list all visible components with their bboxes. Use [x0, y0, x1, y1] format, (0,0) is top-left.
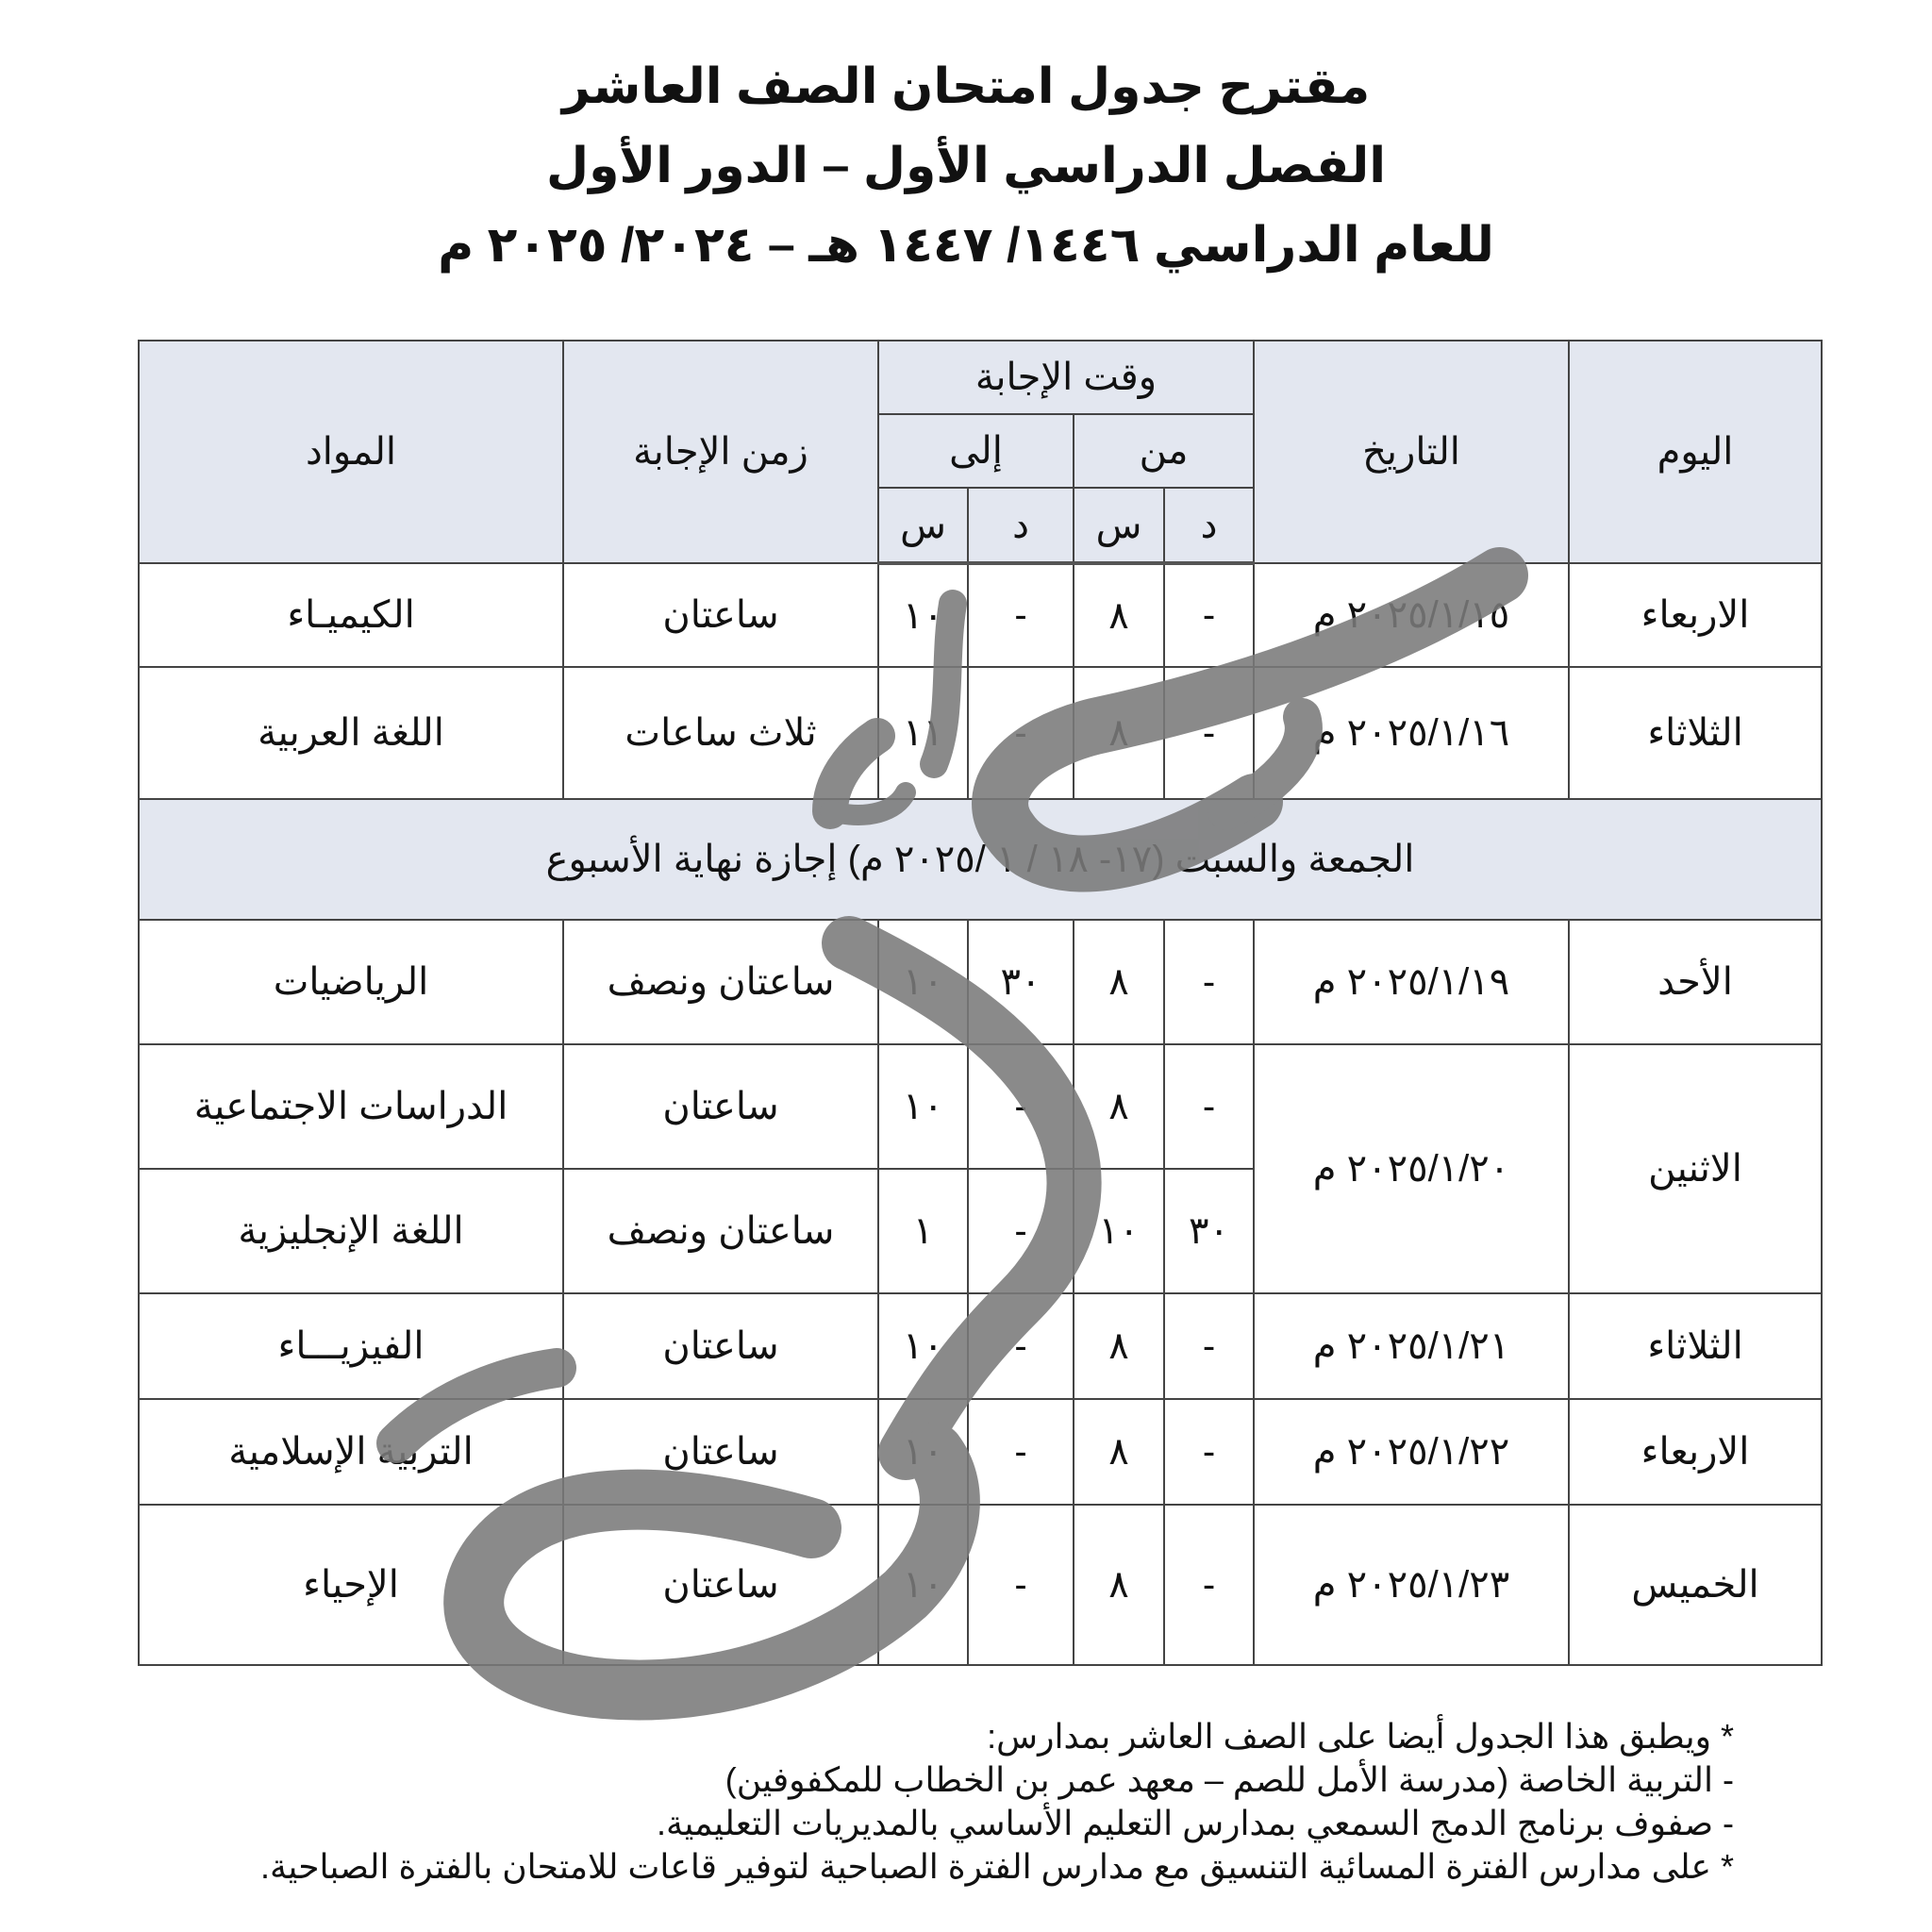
document-title — [0, 47, 1932, 285]
table-row — [139, 1044, 1822, 1169]
cell-duration: ساعتان — [563, 1505, 878, 1665]
cell-day: الخميس — [1569, 1505, 1822, 1665]
cell-to-hour: ١٠ — [878, 1399, 968, 1505]
cell-to-hour: ١٠ — [878, 563, 968, 667]
cell-to-hour: ١٠ — [878, 1044, 968, 1169]
cell-day: الاربعاء — [1569, 563, 1822, 667]
note-line: - التربية الخاصة (مدرسة الأمل للصم – معهد عمر بن الخطاب للمكفوفين) — [724, 1760, 1734, 1799]
cell-date: ٢٠٢٥/١/١٦ م — [1254, 667, 1569, 799]
cell-day: الاربعاء — [1569, 1399, 1822, 1505]
table-row — [139, 563, 1822, 667]
cell-from-hour: ١٠ — [1074, 1169, 1164, 1293]
cell-to-hour: ١٠ — [878, 920, 968, 1044]
note-line: - صفوف برنامج الدمج السمعي بمدارس التعليم الأساسي بالمديريات التعليمية. — [657, 1804, 1734, 1842]
table-row — [139, 667, 1822, 799]
cell-subject: الدراسات الاجتماعية — [139, 1044, 563, 1169]
cell-subject: الإحياء — [139, 1505, 563, 1665]
holiday-note: الجمعة والسبت (١٧- ١٨ / ١ /٢٠٢٥ م) إجازة نهاية الأسبوع — [139, 799, 1822, 920]
cell-subject: اللغة الإنجليزية — [139, 1169, 563, 1293]
cell-from-minute: - — [1164, 1399, 1254, 1505]
cell-to-minute: - — [968, 1169, 1074, 1293]
cell-from-hour: ٨ — [1074, 667, 1164, 799]
cell-duration: ساعتان ونصف — [563, 1169, 878, 1293]
note-line: * ويطبق هذا الجدول أيضا على الصف العاشر بمدارس: — [987, 1717, 1734, 1756]
cell-to-minute: - — [968, 563, 1074, 667]
cell-subject: الكيميـاء — [139, 563, 563, 667]
cell-day: الاثنين — [1569, 1044, 1822, 1293]
header-to: إلى — [878, 414, 1074, 488]
title-line-3: للعام الدراسي ١٤٤٦/ ١٤٤٧ هـ – ٢٠٢٤/ ٢٠٢٥ م — [438, 218, 1494, 273]
cell-from-hour: ٨ — [1074, 1044, 1164, 1169]
cell-duration: ساعتان — [563, 1399, 878, 1505]
cell-date: ٢٠٢٥/١/٢١ م — [1254, 1293, 1569, 1399]
cell-from-hour: ٨ — [1074, 1505, 1164, 1665]
cell-to-minute: - — [968, 1293, 1074, 1399]
header-duration: زمن الإجابة — [563, 341, 878, 563]
cell-duration: ساعتان — [563, 1293, 878, 1399]
cell-date: ٢٠٢٥/١/٢٣ م — [1254, 1505, 1569, 1665]
cell-duration: ساعتان — [563, 1044, 878, 1169]
cell-from-minute: - — [1164, 920, 1254, 1044]
header-day: اليوم — [1569, 341, 1822, 563]
cell-day: الثلاثاء — [1569, 667, 1822, 799]
cell-from-hour: ٨ — [1074, 563, 1164, 667]
header-from: من — [1074, 414, 1254, 488]
notes-section — [111, 1715, 1734, 1889]
cell-subject: التربية الإسلامية — [139, 1399, 563, 1505]
cell-subject: الرياضيات — [139, 920, 563, 1044]
header-date: التاريخ — [1254, 341, 1569, 563]
cell-date: ٢٠٢٥/١/٢٠ م — [1254, 1044, 1569, 1293]
cell-date: ٢٠٢٥/١/٢٢ م — [1254, 1399, 1569, 1505]
title-line-1: مقترح جدول امتحان الصف العاشر — [561, 59, 1371, 114]
exam-schedule-table — [138, 340, 1823, 1666]
cell-subject: الفيزيـــاء — [139, 1293, 563, 1399]
cell-to-minute: - — [968, 1399, 1074, 1505]
cell-to-hour: ١ — [878, 1169, 968, 1293]
table-row — [139, 1399, 1822, 1505]
cell-duration: ثلاث ساعات — [563, 667, 878, 799]
cell-from-minute: - — [1164, 667, 1254, 799]
title-line-2: الفصل الدراسي الأول – الدور الأول — [545, 139, 1387, 193]
table-row — [139, 1505, 1822, 1665]
cell-from-minute: - — [1164, 1044, 1254, 1169]
cell-from-hour: ٨ — [1074, 920, 1164, 1044]
header-answer-time: وقت الإجابة — [878, 341, 1254, 414]
cell-subject: اللغة العربية — [139, 667, 563, 799]
cell-to-hour: ١١ — [878, 667, 968, 799]
holiday-row — [139, 799, 1822, 920]
cell-to-hour: ١٠ — [878, 1505, 968, 1665]
table-row — [139, 1293, 1822, 1399]
cell-to-minute: - — [968, 1505, 1074, 1665]
cell-duration: ساعتان — [563, 563, 878, 667]
cell-to-minute: ٣٠ — [968, 920, 1074, 1044]
header-to-minute: د — [968, 488, 1074, 563]
header-from-hour: س — [1074, 488, 1164, 563]
cell-from-minute: - — [1164, 1293, 1254, 1399]
header-to-hour: س — [878, 488, 968, 563]
cell-from-minute: - — [1164, 1505, 1254, 1665]
cell-from-minute: ٣٠ — [1164, 1169, 1254, 1293]
table-row — [139, 920, 1822, 1044]
cell-day: الأحد — [1569, 920, 1822, 1044]
header-subject: المواد — [139, 341, 563, 563]
cell-date: ٢٠٢٥/١/١٩ م — [1254, 920, 1569, 1044]
note-line: * على مدارس الفترة المسائية التنسيق مع مدارس الفترة الصباحية لتوفير قاعات للامتحان بالفترة الصباحية. — [260, 1847, 1734, 1886]
cell-to-minute: - — [968, 667, 1074, 799]
cell-from-minute: - — [1164, 563, 1254, 667]
cell-date: ٢٠٢٥/١/١٥ م — [1254, 563, 1569, 667]
cell-from-hour: ٨ — [1074, 1293, 1164, 1399]
cell-to-minute: - — [968, 1044, 1074, 1169]
cell-day: الثلاثاء — [1569, 1293, 1822, 1399]
cell-duration: ساعتان ونصف — [563, 920, 878, 1044]
header-from-minute: د — [1164, 488, 1254, 563]
cell-to-hour: ١٠ — [878, 1293, 968, 1399]
cell-from-hour: ٨ — [1074, 1399, 1164, 1505]
